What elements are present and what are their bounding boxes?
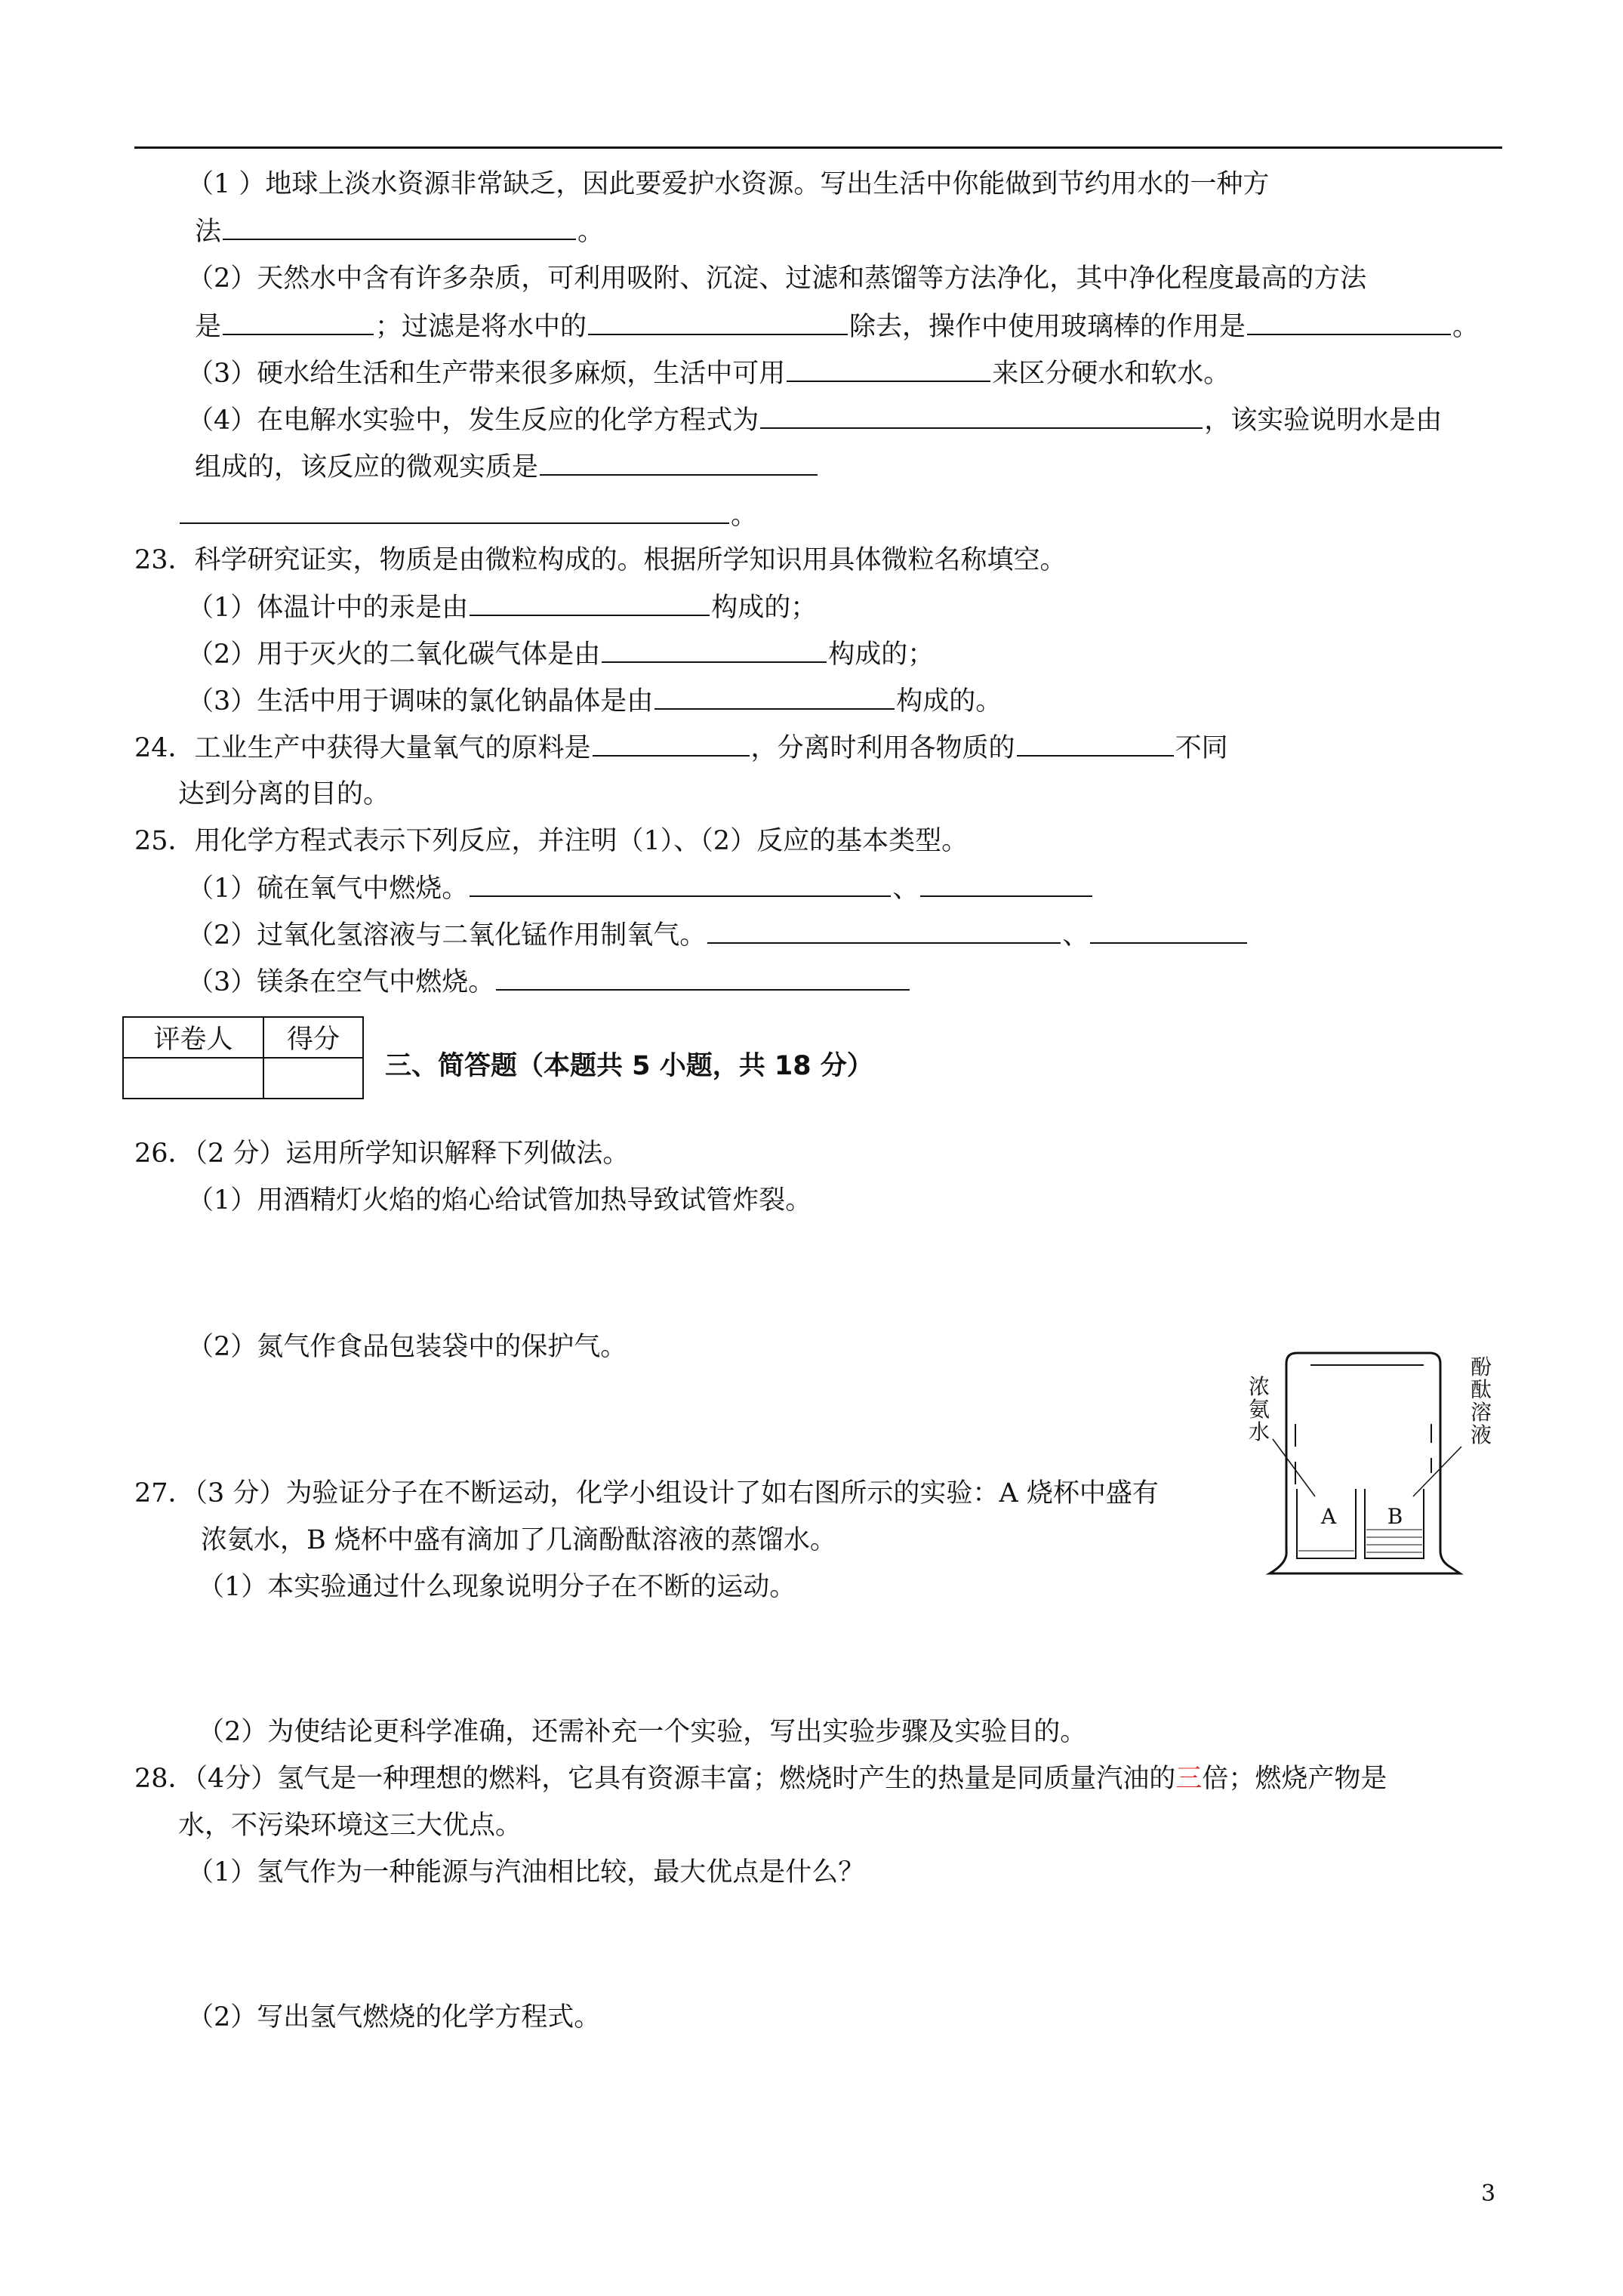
q23-part3: （3）生活中用于调味的氯化钠晶体是由 构成的。 (187, 684, 1002, 718)
q23-part2: （2）用于灭火的二氧化碳气体是由 构成的； (187, 637, 934, 671)
answer-blank[interactable] (180, 498, 729, 524)
q26-part2: （2）氮气作食品包装袋中的保护气。 (187, 1332, 627, 1362)
answer-blank[interactable] (602, 637, 827, 663)
highlighted-word: 三 (1175, 1764, 1203, 1794)
section-title: 三、简答题（本题共 5 小题，共 18 分） (385, 1051, 873, 1081)
q22-part2-line2: 是 ；过滤是将水中的 除去，操作中使用玻璃棒的作用是 。 (195, 310, 1479, 344)
page-number: 3 (1481, 2180, 1496, 2207)
q22-part1-line1: （1 ）地球上淡水资源非常缺乏，因此要爱护水资源。写出生活中你能做到节约用水的一种方 (187, 169, 1270, 199)
answer-blank[interactable] (920, 871, 1092, 897)
answer-blank[interactable] (787, 356, 990, 382)
q22-part4-line2: 组成的，该反应的微观实质是 (195, 450, 819, 484)
bell-jar-diagram (1243, 1348, 1499, 1575)
beaker-b-label: B (1387, 1504, 1403, 1529)
q27-part2: （2）为使结论更科学准确，还需补充一个实验，写出实验步骤及实验目的。 (198, 1717, 1087, 1747)
answer-blank[interactable] (1090, 918, 1247, 944)
q24-line1: 24．工业生产中获得大量氧气的原料是 ，分离时利用各物质的 不同 (134, 731, 1228, 765)
answer-blank[interactable] (1247, 310, 1451, 335)
answer-blank[interactable] (654, 684, 895, 710)
q27-stem-line2: 浓氨水，B 烧杯中盛有滴加了几滴酚酞溶液的蒸馏水。 (201, 1525, 836, 1555)
experiment-figure (1243, 1348, 1499, 1575)
q24-line2: 达到分离的目的。 (178, 779, 390, 809)
q25-stem: 25．用化学方程式表示下列反应，并注明（1）、（2）反应的基本类型。 (134, 826, 969, 856)
answer-blank[interactable] (496, 965, 910, 991)
q22-part1-text: 法 (195, 217, 222, 247)
q22-part4-line3: 。 (178, 498, 757, 532)
reviewer-cell[interactable] (123, 1058, 263, 1099)
q26-part1: （1）用酒精灯火焰的焰心给试管加热导致试管炸裂。 (187, 1185, 812, 1216)
phenolphthalein-label: 酚酞溶液 (1470, 1354, 1492, 1447)
answer-blank[interactable] (1017, 731, 1174, 757)
answer-blank[interactable] (470, 871, 891, 897)
q28-stem-line1: 28．（4分）氢气是一种理想的燃料，它具有资源丰富；燃烧时产生的热量是同质量汽油的三倍；燃烧产物是 (134, 1764, 1387, 1794)
q26-stem: 26．（2 分）运用所学知识解释下列做法。 (134, 1139, 630, 1169)
q22-part2-line1: （2）天然水中含有许多杂质，可利用吸附、沉淀、过滤和蒸馏等方法净化，其中净化程度最高的方法 (187, 264, 1367, 294)
q22-part4-line1: （4）在电解水实验中，发生反应的化学方程式为 ，该实验说明水是由 (187, 403, 1442, 437)
q23-stem: 23．科学研究证实，物质是由微粒构成的。根据所学知识用具体微粒名称填空。 (134, 545, 1067, 575)
q27-stem-line1: 27．（3 分）为验证分子在不断运动，化学小组设计了如右图所示的实验：A 烧杯中盛有 (134, 1478, 1159, 1509)
q22-part3: （3）硬水给生活和生产带来很多麻烦，生活中可用 来区分硬水和软水。 (187, 356, 1230, 390)
answer-blank[interactable] (760, 403, 1203, 429)
answer-blank[interactable] (593, 731, 750, 757)
q25-part3: （3）镁条在空气中燃烧。 (187, 965, 911, 999)
beaker-a-label: A (1320, 1504, 1337, 1529)
answer-blank[interactable] (223, 214, 576, 240)
q22-part1-line2: 法 。 (195, 214, 604, 248)
answer-blank[interactable] (588, 310, 848, 335)
score-table (122, 1016, 364, 1099)
q25-part1: （1）硫在氧气中燃烧。 、 (187, 871, 1094, 905)
answer-blank[interactable] (223, 310, 374, 335)
q25-part2: （2）过氧化氢溶液与二氧化锰作用制氧气。 、 (187, 918, 1249, 952)
answer-blank[interactable] (707, 918, 1061, 944)
reviewer-header: 评卷人 (123, 1017, 263, 1058)
q28-stem-line2: 水，不污染环境这三大优点。 (178, 1811, 522, 1841)
q27-part1: （1）本实验通过什么现象说明分子在不断的运动。 (198, 1572, 796, 1602)
header-rule (134, 146, 1502, 149)
q23-part1: （1）体温计中的汞是由 构成的； (187, 590, 817, 624)
score-header: 得分 (263, 1017, 363, 1058)
answer-blank[interactable] (470, 590, 710, 616)
answer-blank[interactable] (540, 450, 818, 476)
ammonia-label: 浓氨水 (1248, 1374, 1270, 1444)
q28-part1: （1）氢气作为一种能源与汽油相比较，最大优点是什么？ (187, 1857, 865, 1888)
score-cell[interactable] (263, 1058, 363, 1099)
q28-part2: （2）写出氢气燃烧的化学方程式。 (187, 2002, 601, 2032)
